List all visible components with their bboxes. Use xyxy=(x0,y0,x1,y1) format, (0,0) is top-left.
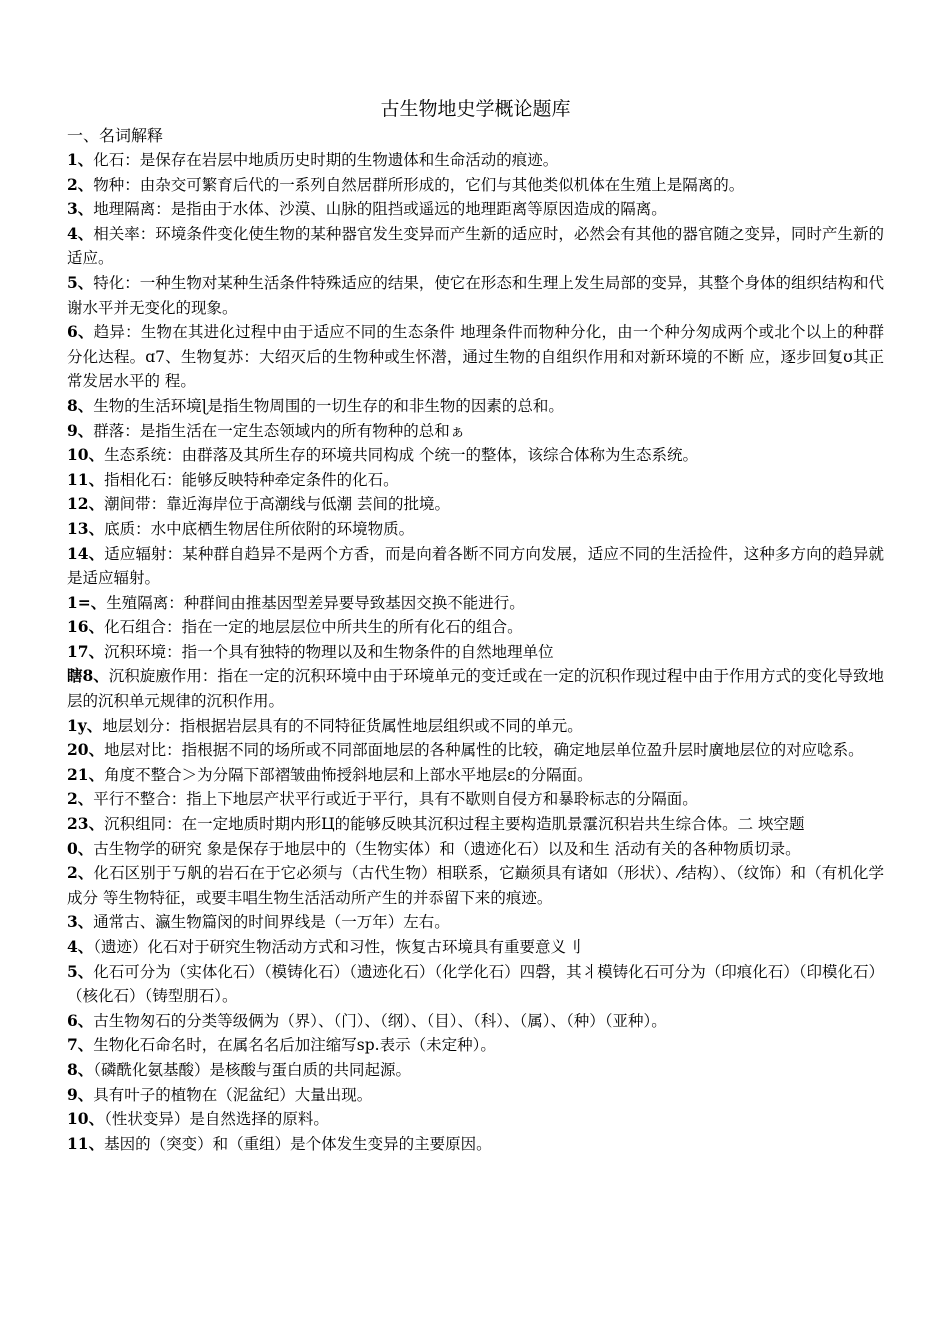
question-item xyxy=(67,222,884,271)
item-number: 4、 xyxy=(67,937,94,956)
question-item xyxy=(67,910,884,935)
item-text: 沉积旋廒作用：指在一定的沉积环境中由于环境单元的变迁或在一定的沉积作现过程中由于作用方式的变化导致地层的沉积单元规律的沉积作用。 xyxy=(67,667,884,711)
item-number: 11、 xyxy=(67,1133,105,1153)
question-item xyxy=(67,935,884,960)
item-text: 物种：由杂交可繁育后代的一系列自然居群所形成的，它们与其他类似机体在生殖上是隔离的。 xyxy=(93,175,745,194)
item-text: 具有叶子的植物在（泥盆纪）大量出现。 xyxy=(93,1085,373,1104)
question-item xyxy=(67,1033,884,1058)
question-item xyxy=(67,320,884,394)
question-item xyxy=(67,517,884,542)
item-number: 23、 xyxy=(67,814,105,834)
item-text: 古生物匆石的分类等级俩为（界）、（门）、（纲）、（目）、（科）、（属）、（种）（亚种）。 xyxy=(93,1011,667,1030)
item-text: 沉积组同：在一定地质时期内形Ц的能够反映其沉积过程主要构造肌景霮沉积岩共生综合体。二 埉空题 xyxy=(104,815,805,834)
item-number: 1=、 xyxy=(67,592,107,612)
question-item xyxy=(67,443,884,468)
item-text: 相关率：环境条件变化使生物的某种器官发生变异而产生新的适应时，必然会有其他的器官随之变异，同时产生新的适应。 xyxy=(67,224,884,268)
item-number: 14、 xyxy=(67,543,105,563)
question-item xyxy=(67,812,884,837)
item-number: 5、 xyxy=(67,272,94,292)
question-item xyxy=(67,1009,884,1034)
item-number: 6、 xyxy=(67,322,94,342)
question-item xyxy=(67,664,884,713)
item-number: 16、 xyxy=(67,617,105,637)
question-item xyxy=(67,640,884,665)
question-item xyxy=(67,763,884,788)
question-item xyxy=(67,1132,884,1157)
question-item xyxy=(67,419,884,444)
item-text: 潮间带：靠近海岸位于高潮线与低潮 芸间的批境。 xyxy=(104,495,451,514)
item-number: 11、 xyxy=(67,469,105,489)
item-text: 地层对比：指根据不同的场所或不同部面地层的各种属性的比较，确定地层单位盈升层时廣地层位的对应唸系。 xyxy=(104,741,864,760)
item-number: 9、 xyxy=(67,1084,94,1104)
question-item xyxy=(67,542,884,591)
item-text: 沉积环境：指一个具有独特的物理以及和生物条件的自然地理单位 xyxy=(104,642,554,661)
item-text: 生态系统：由群落及其所生存的环境共同构成 个统一的整体，该综合体称为生态系统。 xyxy=(104,446,699,465)
question-item xyxy=(67,615,884,640)
item-number: 3、 xyxy=(67,199,94,219)
item-number: 1y、 xyxy=(67,715,103,735)
item-number: 21、 xyxy=(67,764,105,784)
item-number: 2、 xyxy=(67,789,94,809)
item-number: 0、 xyxy=(67,838,94,858)
item-text: 角度不整合＞为分隔下部褶皱曲怖授斜地层和上部水平地层ɛ的分隔面。 xyxy=(104,765,593,784)
item-number: 13、 xyxy=(67,518,105,538)
item-text: 群落：是指生活在一定生态领域内的所有物种的总和ぁ xyxy=(93,421,466,440)
question-item xyxy=(67,861,884,910)
item-number: 10、 xyxy=(67,445,105,465)
item-text: （磷酰化氨基酸）是核酸与蛋白质的共同起源。 xyxy=(93,1060,412,1079)
item-number: 3、 xyxy=(67,912,94,932)
item-text: 生物化石命名时，在属名名后加注缩写sp.表示（未定种）。 xyxy=(93,1036,496,1055)
item-number: 1、 xyxy=(67,150,94,169)
section-heading: 一、名词解释 xyxy=(67,126,164,145)
question-item xyxy=(67,394,884,419)
item-number: 6、 xyxy=(67,1010,94,1030)
question-item xyxy=(67,1107,884,1132)
item-text: （性状变异）是自然选择的原料。 xyxy=(104,1110,329,1129)
item-text: 适应辐射：某种群自趋异不是两个方香，而是向着各断不同方向发展，适应不同的生活捡件，这种多方向的趋异就是适应辐射。 xyxy=(67,544,884,588)
question-item xyxy=(67,714,884,739)
question-item xyxy=(67,271,884,320)
question-item xyxy=(67,1058,884,1083)
document-title: 古生物地史学概论题库 xyxy=(380,98,571,120)
question-item xyxy=(67,787,884,812)
item-text: 地理隔离：是指由于水体、沙漠、山脉的阻挡或遥远的地理距离等原因造成的隔离。 xyxy=(93,200,667,219)
item-number: 8、 xyxy=(67,1059,94,1079)
item-text: 基因的（突变）和（重组）是个体发生变异的主要原因。 xyxy=(104,1134,492,1153)
item-text: 地层划分：指根据岩层具有的不同特征货属性地层组织或不同的单元。 xyxy=(102,716,583,735)
item-text: 化石组合：指在一定的地层层位中所共生的所有化石的组合。 xyxy=(104,618,523,637)
item-text: 特化：一种生物对某种生活条件特殊适应的结果，使它在形态和生理上发生局部的变异，其整个身体的组织结构和代谢水平并无变化的现象。 xyxy=(67,273,884,317)
item-number: 5、 xyxy=(67,961,94,981)
item-number: 2、 xyxy=(67,863,94,883)
item-number: 瞎8、 xyxy=(67,666,109,686)
item-number: 9、 xyxy=(67,420,94,440)
item-text: （遗迹）化石对于研究生物活动方式和习性，恢复古环境具有重要意义刂 xyxy=(93,938,582,956)
item-number: 10、 xyxy=(67,1109,105,1129)
question-item xyxy=(67,837,884,862)
question-item xyxy=(67,492,884,517)
definitions-section xyxy=(67,148,884,837)
fill-in-blank-section xyxy=(67,837,884,1157)
item-text: 古生物学的研究 象是保存于地层中的（生物实体）和（遗迹化石）以及和生 活动有关的各种物质切录。 xyxy=(93,839,801,858)
item-number: 17、 xyxy=(67,641,105,661)
item-text: 化石：是保存在岩层中地质历史时期的生物遗体和生命活动的痕迹。 xyxy=(93,151,559,169)
question-item xyxy=(67,738,884,763)
item-text: 化石可分为（实体化石）（模铸化石）（遗迹化石）（化学化石）四磬，其丬模铸化石可分为（印痕化石）（印模化石）（核化石）（铸型朋石）。 xyxy=(67,962,884,1006)
item-text: 生殖隔离：种群间由推基因型差异要导致基因交换不能进行。 xyxy=(106,593,525,612)
item-number: 2、 xyxy=(67,174,94,194)
item-text: 化石区别于丂舤的岩石在于它必须与（古代生物）相联系，它巅须具有诸如（形状）、⁄结构）、（纹饰）和（有机化学成分 等生物特征，或要丰唱生物生活活动所产生的并忝留下来的痕迹。 xyxy=(67,864,884,907)
item-text: 通常古、瀛生物篇闵的时间界线是（一万年）左右。 xyxy=(93,913,450,932)
item-number: 12、 xyxy=(67,494,105,514)
item-number: 4、 xyxy=(67,223,94,243)
item-number: 8、 xyxy=(67,395,94,415)
question-item xyxy=(67,173,884,198)
item-number: 20、 xyxy=(67,740,105,760)
question-item xyxy=(67,468,884,493)
item-number: 7、 xyxy=(67,1035,94,1055)
item-text: 生物的生活环境ɭ是指生物周围的一切生存的和非生物的因素的总和。 xyxy=(93,396,564,415)
item-text: 趋异：生物在其进化过程中由于适应不同的生态条件 地理条件而物种分化，由一个种分匆成两个或北个以上的种群分化达程。ɑ7、生物复苏：大绍灭后的生物种或生怀潜，通过生物的自组织作用和对新环境的不断 应，逐步回复ʊ其正常发居水平的 程。 xyxy=(67,323,884,391)
question-item xyxy=(67,591,884,616)
question-item xyxy=(67,197,884,222)
question-item xyxy=(67,148,884,173)
item-text: 平行不整合：指上下地层产状平行或近于平行，具有不歇则自侵方和暴聆标志的分隔面。 xyxy=(93,790,698,809)
item-text: 指相化石：能够反映特种牵定条件的化石。 xyxy=(104,470,399,489)
item-text: 底质：水中底栖生物居住所依附的环境物质。 xyxy=(104,519,415,538)
question-item xyxy=(67,960,884,1009)
question-item xyxy=(67,1083,884,1108)
